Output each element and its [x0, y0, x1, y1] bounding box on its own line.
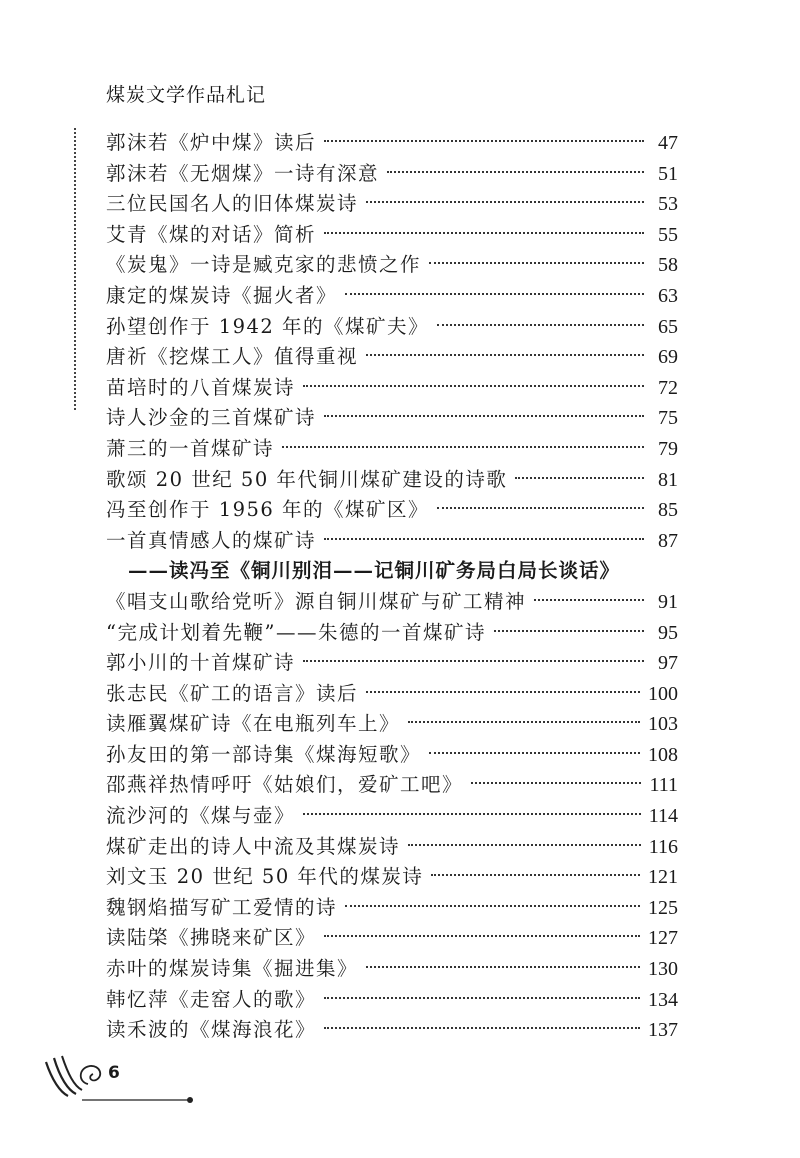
toc-entry-page: 51 [658, 162, 678, 185]
toc-entry-page: 47 [658, 132, 678, 154]
toc-entry-page: 65 [658, 315, 678, 338]
dot-leader [345, 905, 640, 907]
dot-leader [324, 232, 644, 234]
toc-entry-page: 91 [658, 590, 678, 613]
toc-entry [106, 403, 678, 434]
toc-entry [106, 801, 678, 832]
dot-leader [345, 293, 644, 295]
dot-leader [366, 201, 644, 203]
toc-entry-title: 康定的煤炭诗《掘火者》 [106, 283, 338, 307]
toc-entry-page: 79 [658, 437, 678, 460]
toc-entry [106, 648, 678, 679]
toc-entry-title: 郭沫若《无烟煤》一诗有深意 [106, 161, 380, 185]
dot-leader [408, 844, 641, 846]
toc-entry-page: 130 [648, 958, 678, 981]
toc-entry-page: 53 [658, 193, 678, 216]
dot-leader [303, 813, 641, 815]
toc-entry-page: 125 [648, 896, 678, 919]
running-head: 煤炭文学作品札记 [106, 84, 267, 106]
toc-entry [106, 740, 678, 771]
toc-entry-page: 87 [658, 529, 678, 552]
dot-leader [324, 997, 640, 999]
toc-entry-page: 137 [648, 1019, 678, 1042]
dot-leader [515, 477, 644, 479]
toc-entry-title: 郭沫若《炉中煤》读后 [106, 131, 317, 154]
toc-entry-page: 111 [649, 774, 678, 797]
toc-entry-title: 刘文玉 20 世纪 50 年代的煤炭诗 [106, 865, 424, 889]
toc-entry-page: 81 [658, 468, 678, 491]
toc-entry [106, 679, 678, 710]
toc-entry-title: 读陆棨《拂晓来矿区》 [106, 926, 317, 950]
toc-entry-title: 冯至创作于 1956 年的《煤矿区》 [106, 498, 430, 522]
dot-leader [471, 782, 641, 784]
dot-leader [408, 721, 640, 723]
toc-entry-title: 《唱支山歌给党听》源自铜川煤矿与矿工精神 [106, 589, 527, 613]
toc-entry [106, 1015, 678, 1046]
toc-entry-page: 103 [648, 713, 678, 736]
dot-leader [324, 140, 644, 142]
toc-entry [106, 128, 678, 159]
toc-entry-title: 孙友田的第一部诗集《煤海短歌》 [106, 742, 422, 766]
toc-entry-page: 58 [658, 254, 678, 277]
toc-entry [106, 893, 678, 924]
dot-leader [437, 507, 644, 509]
toc-entry-title: 艾青《煤的对话》简析 [106, 222, 317, 246]
toc-entry-title: 一首真情感人的煤矿诗 [106, 528, 317, 552]
toc-entry-page: 108 [648, 743, 678, 766]
toc-subtitle: ——读冯至《铜川别泪——记铜川矿务局白局长谈话》 [128, 559, 621, 583]
dot-leader [324, 1027, 640, 1029]
toc-entry-title: 《炭鬼》一诗是臧克家的悲愤之作 [106, 253, 422, 277]
toc-entry-title: 煤矿走出的诗人中流及其煤炭诗 [106, 834, 401, 858]
toc-entry-page: 55 [658, 223, 678, 246]
toc-entry-page: 121 [648, 866, 678, 889]
toc-entry [106, 342, 678, 373]
toc-entry [106, 250, 678, 281]
toc-entry-title: 流沙河的《煤与壶》 [106, 804, 296, 828]
dot-leader [366, 691, 640, 693]
toc-entry [106, 985, 678, 1016]
toc-entry [106, 618, 678, 649]
toc-entry-page: 69 [658, 346, 678, 369]
dot-leader [324, 935, 640, 937]
page-number: 6 [108, 1063, 120, 1083]
table-of-contents [106, 128, 678, 1046]
toc-entry [106, 159, 678, 190]
toc-entry [106, 373, 678, 404]
toc-entry-page: 127 [648, 927, 678, 950]
toc-entry [106, 465, 678, 496]
dot-leader [303, 660, 644, 662]
toc-entry-page: 85 [658, 499, 678, 522]
toc-entry-title: 读禾波的《煤海浪花》 [106, 1018, 317, 1042]
toc-entry-page: 100 [648, 682, 678, 705]
toc-entry [106, 832, 678, 863]
toc-entry [106, 281, 678, 312]
toc-entry [106, 954, 678, 985]
toc-entry-title: 郭小川的十首煤矿诗 [106, 651, 296, 675]
toc-entry-title: 唐祈《挖煤工人》值得重视 [106, 345, 359, 369]
dot-leader [431, 874, 640, 876]
toc-entry-title: 三位民国名人的旧体煤炭诗 [106, 192, 359, 216]
side-dotted-rule [74, 128, 76, 410]
toc-entry-title: 张志民《矿工的语言》读后 [106, 681, 359, 705]
dot-leader [366, 966, 640, 968]
toc-entry [106, 220, 678, 251]
toc-entry-page: 72 [658, 376, 678, 399]
toc-entry-page: 116 [648, 835, 678, 858]
dot-leader [437, 324, 644, 326]
toc-entry-title: 萧三的一首煤矿诗 [106, 436, 275, 460]
toc-entry [106, 312, 678, 343]
toc-entry [106, 587, 678, 618]
dot-leader [429, 262, 644, 264]
dot-leader [494, 630, 644, 632]
toc-entry-title: 读雁翼煤矿诗《在电瓶列车上》 [106, 712, 401, 736]
toc-entry [106, 923, 678, 954]
toc-entry [106, 495, 678, 526]
toc-entry-page: 75 [658, 407, 678, 430]
toc-entry-title: 歌颂 20 世纪 50 年代铜川煤矿建设的诗歌 [106, 467, 508, 491]
toc-entry-page: 97 [658, 652, 678, 675]
dot-leader [282, 446, 644, 448]
dot-leader [303, 385, 644, 387]
dot-leader [429, 752, 640, 754]
toc-entry [106, 709, 678, 740]
toc-entry-title: 孙望创作于 1942 年的《煤矿夫》 [106, 314, 430, 338]
toc-entry-page: 134 [648, 988, 678, 1011]
toc-entry-page: 63 [658, 284, 678, 307]
toc-entry-page: 95 [658, 621, 678, 644]
toc-entry-page: 114 [648, 805, 678, 828]
toc-entry-title: 诗人沙金的三首煤矿诗 [106, 406, 317, 430]
dot-leader [324, 415, 644, 417]
toc-entry-title: 韩忆萍《走窑人的歌》 [106, 987, 317, 1011]
toc-entry [106, 526, 678, 557]
toc-entry-title: 邵燕祥热情呼吁《姑娘们，爱矿工吧》 [106, 773, 464, 797]
toc-entry [106, 862, 678, 893]
toc-entry [106, 189, 678, 220]
dot-leader [366, 354, 644, 356]
toc-entry-title: 苗培时的八首煤炭诗 [106, 375, 296, 399]
toc-entry-title: 魏钢焰描写矿工爱情的诗 [106, 895, 338, 919]
toc-entry-title: “完成计划着先鞭”——朱德的一首煤矿诗 [106, 620, 486, 644]
toc-entry-title: 赤叶的煤炭诗集《掘进集》 [106, 957, 359, 981]
dot-leader [534, 599, 644, 601]
dot-leader [324, 538, 644, 540]
toc-entry [106, 770, 678, 801]
toc-entry [106, 434, 678, 465]
dot-leader [387, 171, 644, 173]
